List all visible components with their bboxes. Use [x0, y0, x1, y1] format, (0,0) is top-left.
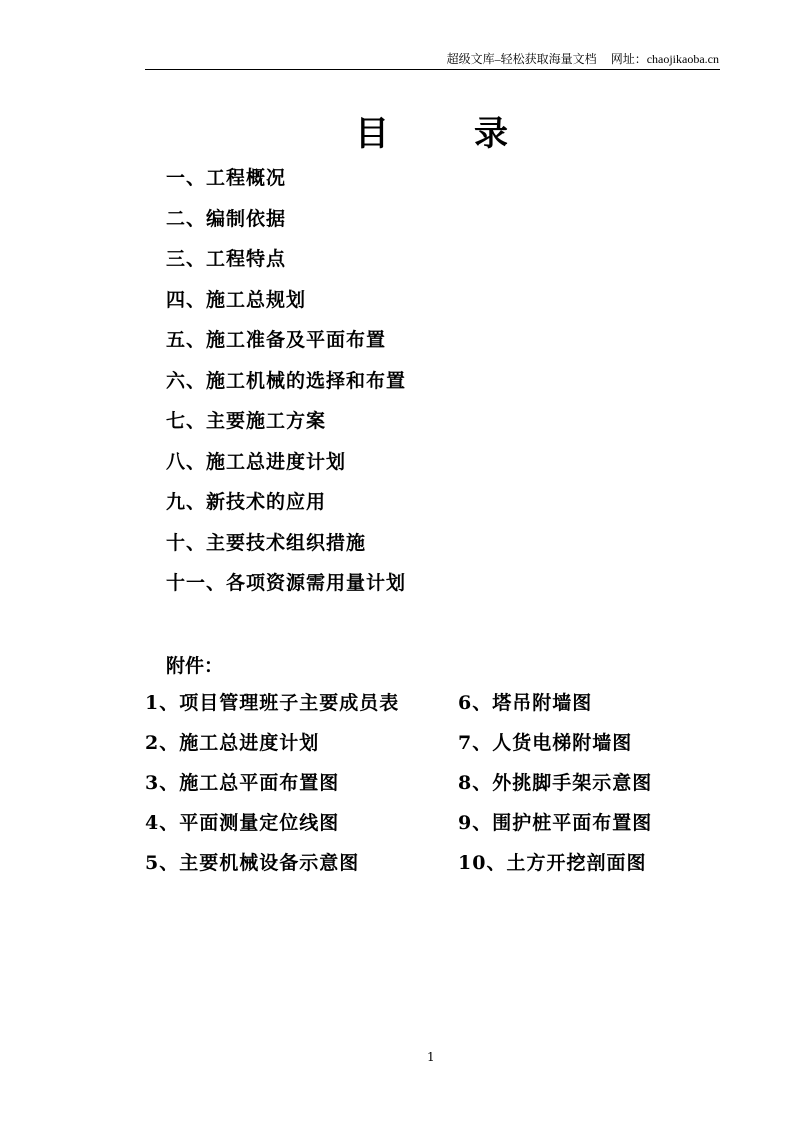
attachment-item: 9、围护桩平面布置图 [458, 812, 653, 834]
attachment-item: 4、平面测量定位线图 [145, 812, 340, 834]
attachment-item: 3、施工总平面布置图 [145, 772, 340, 794]
attachment-item: 6、塔吊附墙图 [458, 692, 593, 714]
table-of-contents [166, 165, 406, 611]
toc-item: 五、施工准备及平面布置 [166, 329, 387, 351]
toc-item: 十一、各项资源需用量计划 [166, 572, 407, 594]
attachment-item: 1、项目管理班子主要成员表 [145, 692, 400, 714]
attachments-right-column [458, 690, 652, 890]
title-char-2: 录 [474, 114, 508, 154]
toc-item: 一、工程概况 [166, 167, 287, 189]
attachment-item: 5、主要机械设备示意图 [145, 852, 360, 874]
attachment-item: 7、人货电梯附墙图 [458, 732, 633, 754]
attachments-label: 附件： [166, 655, 224, 677]
header-url: 网址：chaojikaoba.cn [610, 52, 719, 66]
toc-item: 三、工程特点 [166, 248, 287, 270]
header-site: 超级文库–轻松获取海量文档 [446, 52, 597, 66]
toc-item: 二、编制依据 [166, 207, 287, 230]
attachments-left-column [145, 690, 399, 890]
title-char-1: 目 [355, 114, 389, 154]
attachment-item: 8、外挑脚手架示意图 [458, 772, 653, 794]
toc-item: 九、新技术的应用 [166, 491, 327, 513]
toc-item: 十、主要技术组织措施 [166, 531, 367, 554]
attachment-item: 10、土方开挖剖面图 [458, 852, 647, 874]
toc-item: 八、施工总进度计划 [166, 450, 347, 473]
toc-item: 七、主要施工方案 [166, 410, 327, 432]
attachment-item: 2、施工总进度计划 [145, 732, 320, 754]
header-rule [145, 69, 720, 70]
toc-item: 四、施工总规划 [166, 288, 307, 311]
toc-item: 六、施工机械的选择和布置 [166, 369, 407, 392]
page-header [447, 50, 719, 67]
page-number: 1 [427, 1050, 435, 1064]
